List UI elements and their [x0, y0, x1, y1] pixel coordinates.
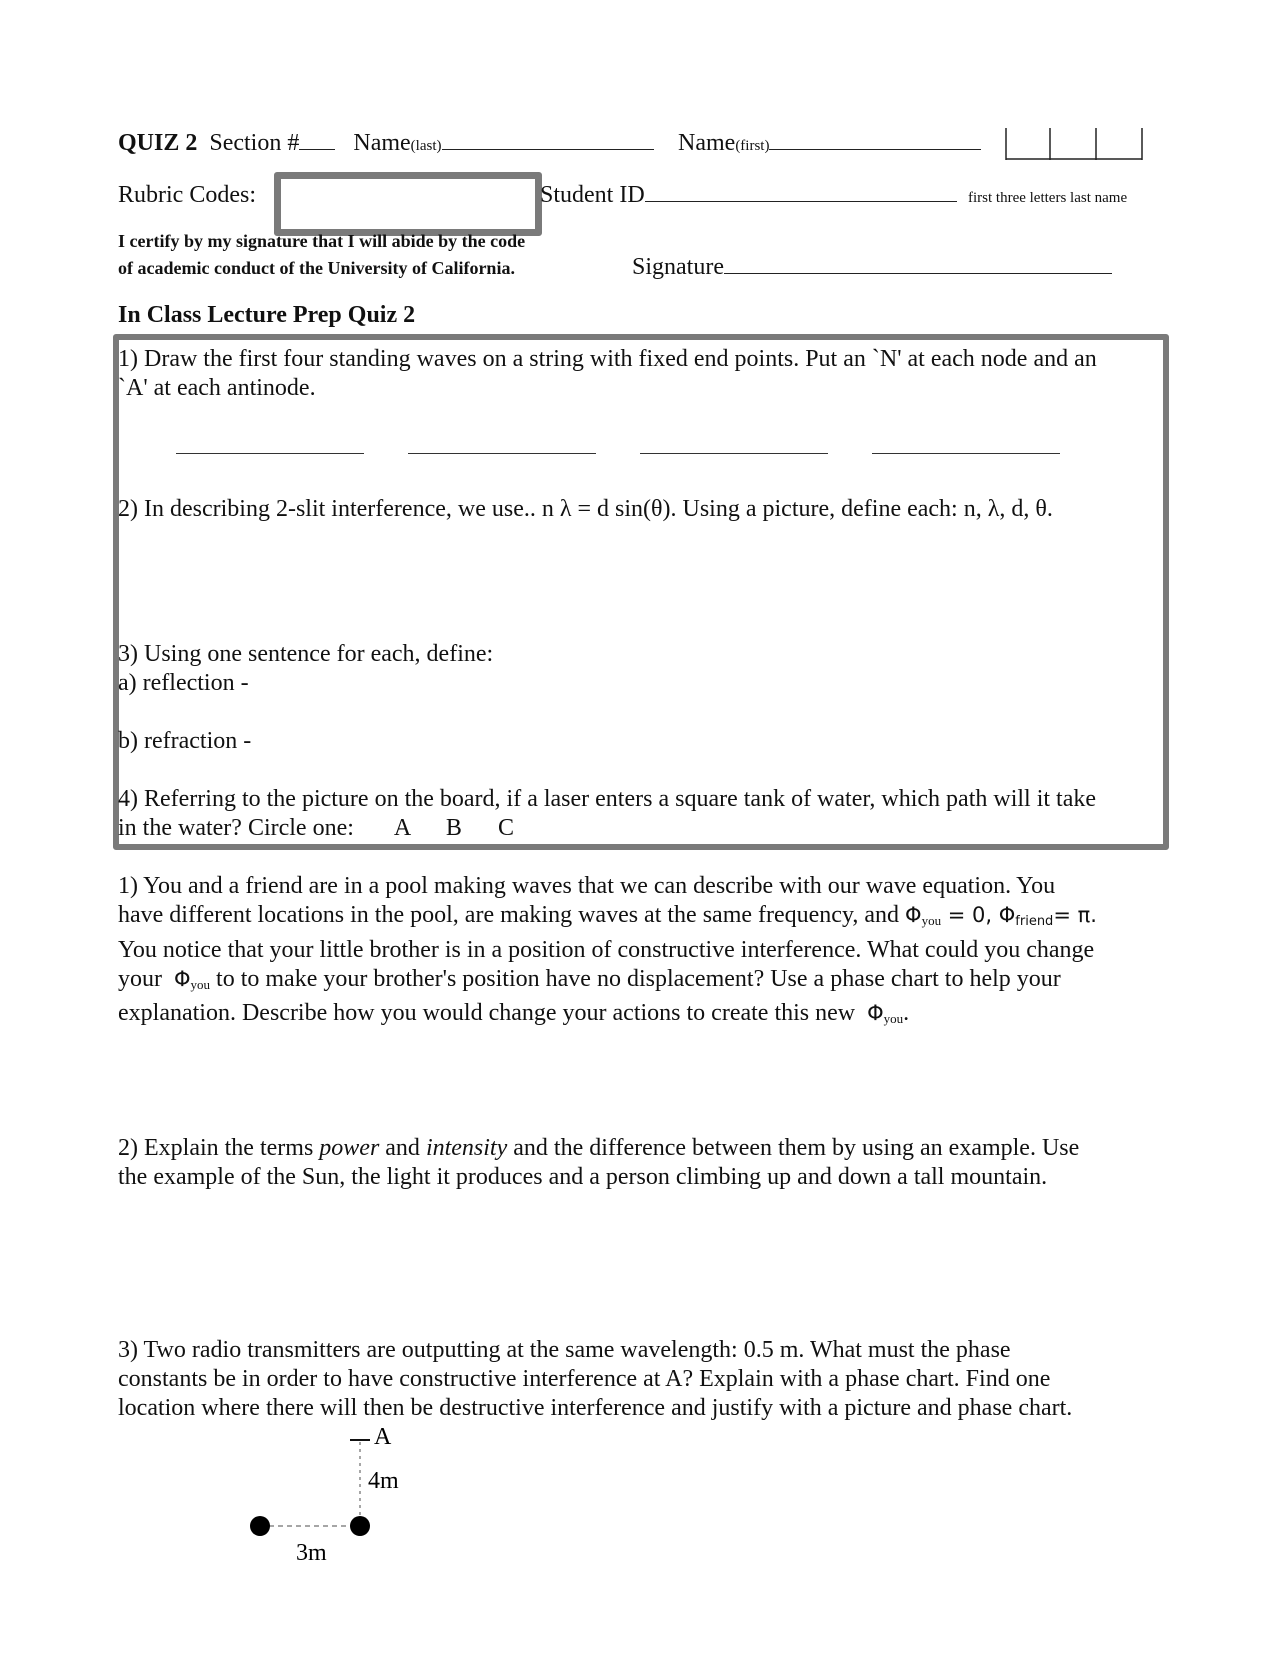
certify-line-2: of academic conduct of the University of California. — [118, 258, 515, 278]
phi-symbol: Φ — [867, 1001, 884, 1025]
q1-line-1: 1) You and a friend are in a pool making waves that we can describe with our wave equation. You — [118, 873, 1056, 899]
prep-q1-line-2: `A' at each antinode. — [118, 375, 316, 401]
prep-q4-line-1: 4) Referring to the picture on the board, if a laser enters a square tank of water, which path will it take — [118, 786, 1097, 812]
option-b[interactable]: B — [445, 815, 462, 841]
q1-line-4-start: your — [118, 966, 168, 992]
student-id-group — [540, 182, 957, 209]
q3-line-1: 3) Two radio transmitters are outputting at the same wavelength: 0.5 m. What must the phase — [118, 1337, 1011, 1363]
q2-and: and — [379, 1135, 426, 1161]
prep-quiz-box — [113, 334, 1169, 850]
q2-line-1-end: and the difference between them by using an example. Use — [507, 1135, 1080, 1161]
prep-q1-line-1: 1) Draw the first four standing waves on a string with fixed end points. Put an `N' at each node and an — [118, 346, 1097, 372]
q1-line-5-text: explanation. Describe how you would change your actions to create this new — [118, 1000, 862, 1026]
q3-line-3: location where there will then be destructive interference and justify with a picture and phase chart. — [118, 1395, 1073, 1421]
answer-blank-4[interactable] — [872, 453, 1060, 454]
prep-q2: 2) In describing 2-slit interference, we use.. n λ = d sin(θ). Using a picture, define each: n, λ, d, θ. — [118, 496, 1053, 522]
horizontal-distance-label: 3m — [296, 1540, 327, 1566]
prep-q1 — [118, 345, 1158, 403]
answer-blank-2[interactable] — [408, 453, 596, 454]
first-name-field[interactable] — [769, 131, 981, 150]
q3-line-2: constants be in order to have constructive interference at A? Explain with a phase chart. Find one — [118, 1366, 1051, 1392]
answer-blank-3[interactable] — [640, 453, 828, 454]
prep-q3-reflection: a) reflection - — [118, 670, 249, 696]
prep-q4-line-2-text: in the water? Circle one: — [118, 815, 354, 841]
last-name-label: Name — [353, 130, 411, 156]
last-name-field[interactable] — [442, 131, 654, 150]
q1-line-2-text: have different locations in the pool, are making waves at the same frequency, and — [118, 902, 906, 928]
section-label: Section # — [209, 130, 300, 156]
phi-friend-value: = π. — [1053, 903, 1097, 927]
rubric-codes-box[interactable] — [274, 172, 542, 236]
section-field[interactable] — [299, 131, 335, 150]
signature-field[interactable] — [724, 255, 1112, 274]
quiz-header — [118, 130, 654, 157]
signature-group — [632, 254, 1112, 281]
q1-line-3: You notice that your little brother is in a position of constructive interference. What could you change — [118, 937, 1095, 963]
first-name-group — [678, 130, 981, 157]
phi-symbol: Φ — [905, 903, 922, 927]
option-c[interactable]: C — [497, 815, 514, 841]
option-a[interactable]: A — [393, 815, 410, 841]
question-3 — [118, 1336, 1158, 1423]
q2-line-1-start: 2) Explain the terms — [118, 1135, 320, 1161]
q1-line-5 — [118, 999, 1158, 1033]
phi-you-value: = 0, — [941, 903, 999, 927]
prep-q4 — [118, 785, 1158, 843]
answer-blank-1[interactable] — [176, 453, 364, 454]
point-a-label: A — [374, 1424, 392, 1450]
quiz-title: QUIZ 2 — [118, 130, 198, 156]
phi-symbol: Φ — [998, 903, 1016, 927]
student-id-label: Student ID — [540, 182, 645, 208]
prep-q3-intro: 3) Using one sentence for each, define: — [118, 641, 494, 667]
rubric-label: Rubric Codes: — [118, 182, 256, 208]
friend-subscript: friend — [1015, 914, 1054, 929]
q1-line-5-period: . — [903, 1000, 910, 1026]
phi-symbol: Φ — [174, 967, 191, 991]
you-subscript: you — [921, 913, 942, 928]
q2-line-1 — [118, 1134, 1158, 1163]
vertical-distance-label: 4m — [368, 1468, 399, 1494]
last-name-tag: (last) — [410, 138, 442, 154]
certify-line-1: I certify by my signature that I will abide by the code — [118, 231, 526, 251]
q1-line-4-end: to to make your brother's position have no displacement? Use a phase chart to help your — [210, 966, 1061, 992]
term-power: power — [319, 1135, 380, 1161]
prep-q3-refraction: b) refraction - — [118, 728, 252, 754]
you-subscript: you — [883, 1011, 904, 1026]
you-subscript: you — [190, 977, 211, 992]
prep-q3 — [118, 640, 1158, 698]
question-2 — [118, 1134, 1158, 1192]
initials-boxes[interactable] — [1004, 126, 1144, 162]
q2-line-2: the example of the Sun, the light it produces and a person climbing up and down a tall mountain. — [118, 1164, 1048, 1190]
student-id-field[interactable] — [645, 183, 957, 202]
term-intensity: intensity — [425, 1135, 508, 1161]
q1-line-2 — [118, 901, 1158, 936]
first-name-label: Name — [678, 130, 736, 156]
prep-q4-line-2 — [118, 814, 1158, 843]
signature-label: Signature — [632, 254, 724, 280]
transmitter-left — [250, 1516, 270, 1536]
initials-note: first three letters last name — [968, 190, 1128, 206]
prep-quiz-title: In Class Lecture Prep Quiz 2 — [118, 302, 416, 328]
question-1 — [118, 872, 1158, 1033]
transmitter-right — [350, 1516, 370, 1536]
first-name-tag: (first) — [735, 138, 770, 154]
transmitter-diagram — [240, 1420, 440, 1570]
q1-line-4 — [118, 965, 1158, 999]
